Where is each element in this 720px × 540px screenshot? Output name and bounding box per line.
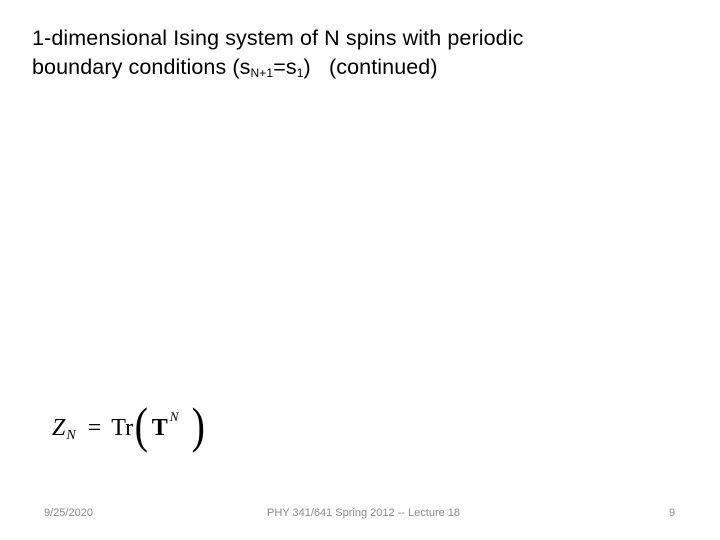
- formula-trace: Tr: [111, 414, 134, 441]
- footer-page-number: 9: [669, 507, 676, 519]
- title-equals-s: =s: [273, 55, 297, 79]
- subscript-n-plus-1: N+1: [250, 66, 274, 80]
- formula-exponent: N: [169, 409, 179, 424]
- subscript-1: 1: [296, 66, 304, 80]
- formula-equals: =: [87, 414, 102, 441]
- footer-date: 9/25/2020: [44, 507, 93, 519]
- formula-close-paren: ): [192, 397, 206, 453]
- footer-course: PHY 341/641 Spring 2012 -- Lecture 18: [267, 507, 461, 519]
- formula-z-subscript: N: [66, 428, 76, 443]
- title-line-2: [32, 55, 438, 79]
- formula-z: Z: [52, 414, 66, 441]
- partition-function-formula: [52, 397, 207, 453]
- formula-open-paren: (: [134, 397, 149, 453]
- title-line-1: 1-dimensional Ising system of N spins with periodic: [32, 26, 524, 50]
- slide-title: [32, 24, 692, 82]
- formula-matrix-t: T: [151, 414, 168, 441]
- title-continued: ) (continued): [303, 55, 438, 79]
- title-line-2-start: boundary conditions (s: [32, 55, 251, 79]
